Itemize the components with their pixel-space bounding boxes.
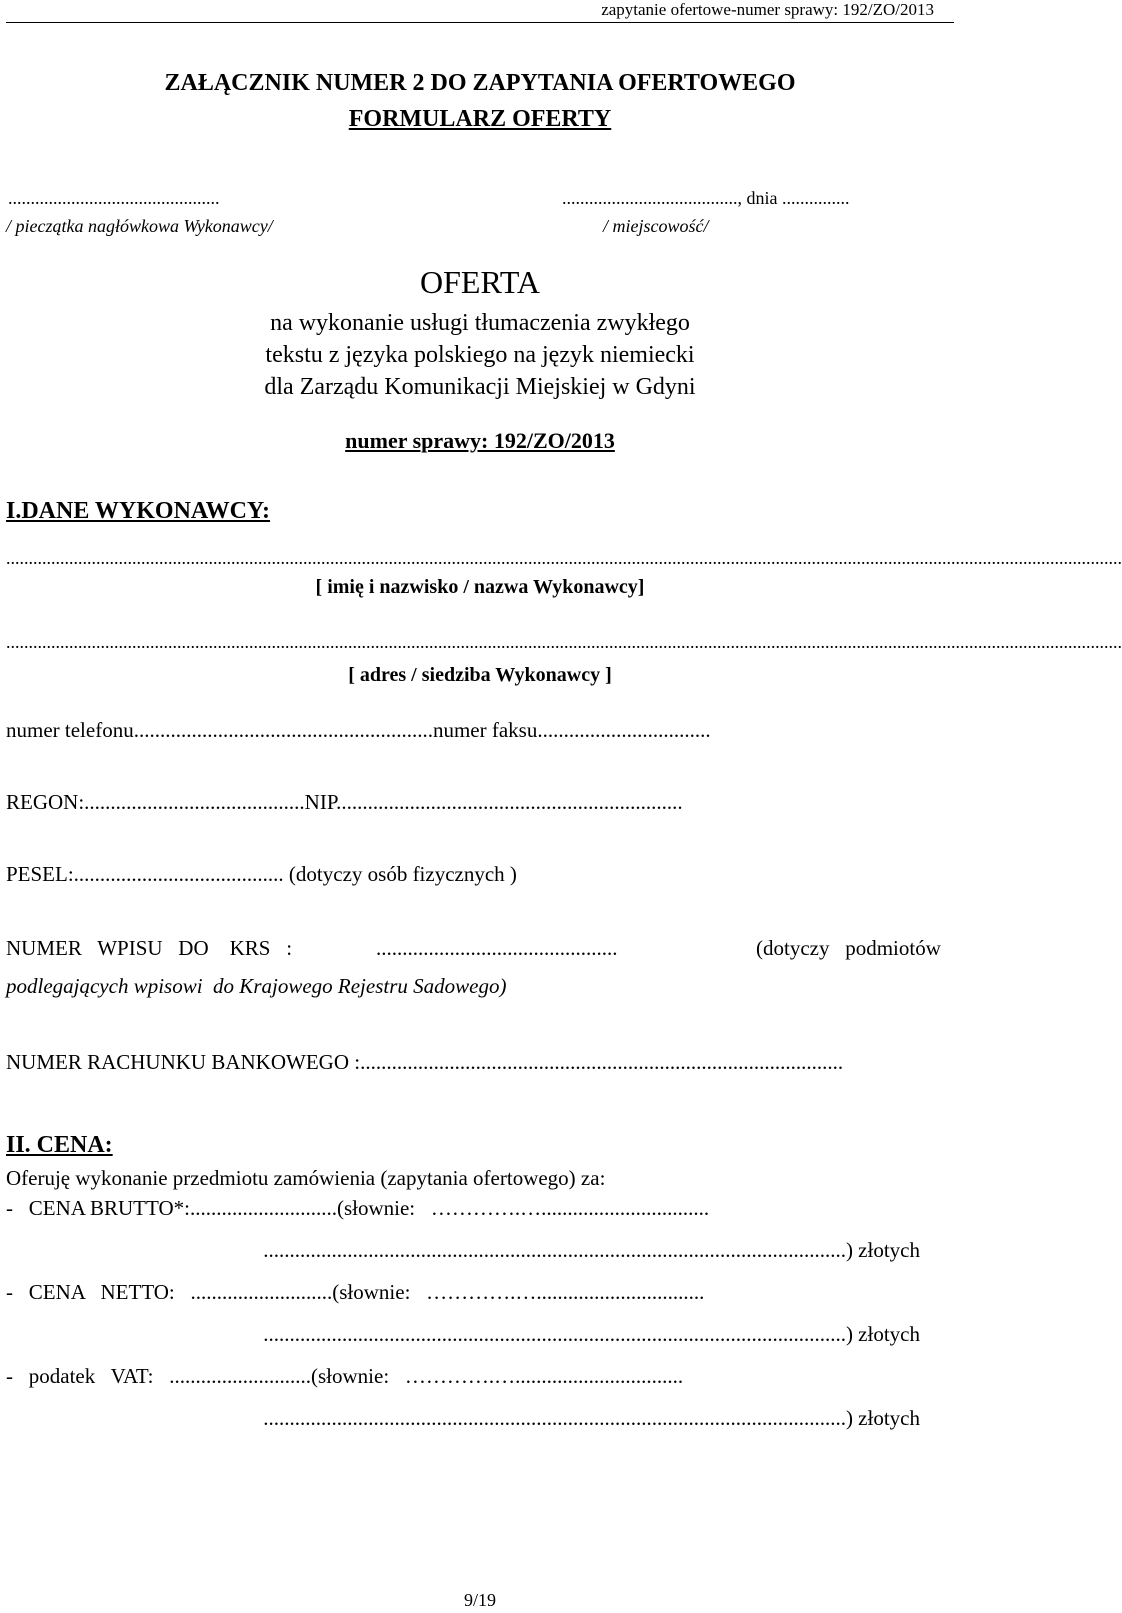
- net-price-words: ...............................................................................................................) złotych: [263, 1322, 920, 1346]
- annex-title: ZAŁĄCZNIK NUMER 2 DO ZAPYTANIA OFERTOWEGO: [164, 70, 796, 96]
- price-intro: Oferuję wykonanie przedmiotu zamówienia (zapytania ofertowego) za:: [6, 1166, 606, 1190]
- running-header: zapytanie ofertowe-numer sprawy: 192/ZO/2013: [601, 0, 934, 19]
- offer-subject-line2: tekstu z języka polskiego na język niemiecki: [265, 342, 695, 368]
- header-divider: [6, 22, 954, 23]
- regon-nip-field: REGON:..........................................NIP..................................................................: [6, 790, 683, 814]
- offer-title: OFERTA: [420, 264, 540, 300]
- place-label: / miejscowość/: [603, 216, 709, 236]
- vat-field: - podatek VAT: ...........................(słownie: ………….…................................: [6, 1364, 684, 1388]
- address-label: [ adres / siedziba Wykonawcy ]: [348, 664, 612, 686]
- stamp-label: / pieczątka nagłówkowa Wykonawcy/: [6, 216, 273, 236]
- address-dots: ........................................................................................................................................................................................................................................................: [6, 632, 1122, 652]
- section-1-heading: I.DANE WYKONAWCY:: [6, 498, 271, 524]
- net-price-field: - CENA NETTO: ...........................(słownie: ………….…................................: [6, 1280, 705, 1304]
- pesel-field: PESEL:........................................ (dotyczy osób fizycznych ): [6, 862, 517, 886]
- name-dots: ........................................................................................................................................................................................................................................................: [6, 548, 1122, 568]
- gross-price-words: ...............................................................................................................) złotych: [263, 1238, 920, 1262]
- krs-note-continued: podlegających wpisowi do Krajowego Rejestru Sadowego): [6, 974, 507, 998]
- vat-words: ...............................................................................................................) złotych: [263, 1406, 920, 1430]
- case-number: numer sprawy: 192/ZO/2013: [345, 428, 615, 453]
- krs-label: NUMER WPISU DO KRS :: [6, 936, 293, 960]
- stamp-dots: ...............................................: [8, 188, 220, 208]
- bank-account-field: NUMER RACHUNKU BANKOWEGO :............................................................................................: [6, 1050, 844, 1074]
- phone-fax-field: numer telefonu.........................................................numer faksu.................................: [6, 718, 711, 742]
- page-number: 9/19: [463, 1590, 496, 1610]
- name-label: [ imię i nazwisko / nazwa Wykonawcy]: [315, 576, 645, 598]
- offer-subject-line3: dla Zarządu Komunikacji Miejskiej w Gdyni: [264, 374, 696, 400]
- form-title: FORMULARZ OFERTY: [348, 106, 612, 132]
- place-date-dots: ......................................., dnia ...............: [562, 188, 850, 208]
- offer-subject-line1: na wykonanie usługi tłumaczenia zwykłego: [270, 310, 690, 336]
- krs-note: (dotyczy podmiotów: [756, 936, 941, 960]
- section-2-heading: II. CENA:: [6, 1132, 113, 1158]
- gross-price-field: - CENA BRUTTO*:............................(słownie: ………….…................................: [6, 1196, 710, 1220]
- krs-dots: ..............................................: [376, 936, 618, 960]
